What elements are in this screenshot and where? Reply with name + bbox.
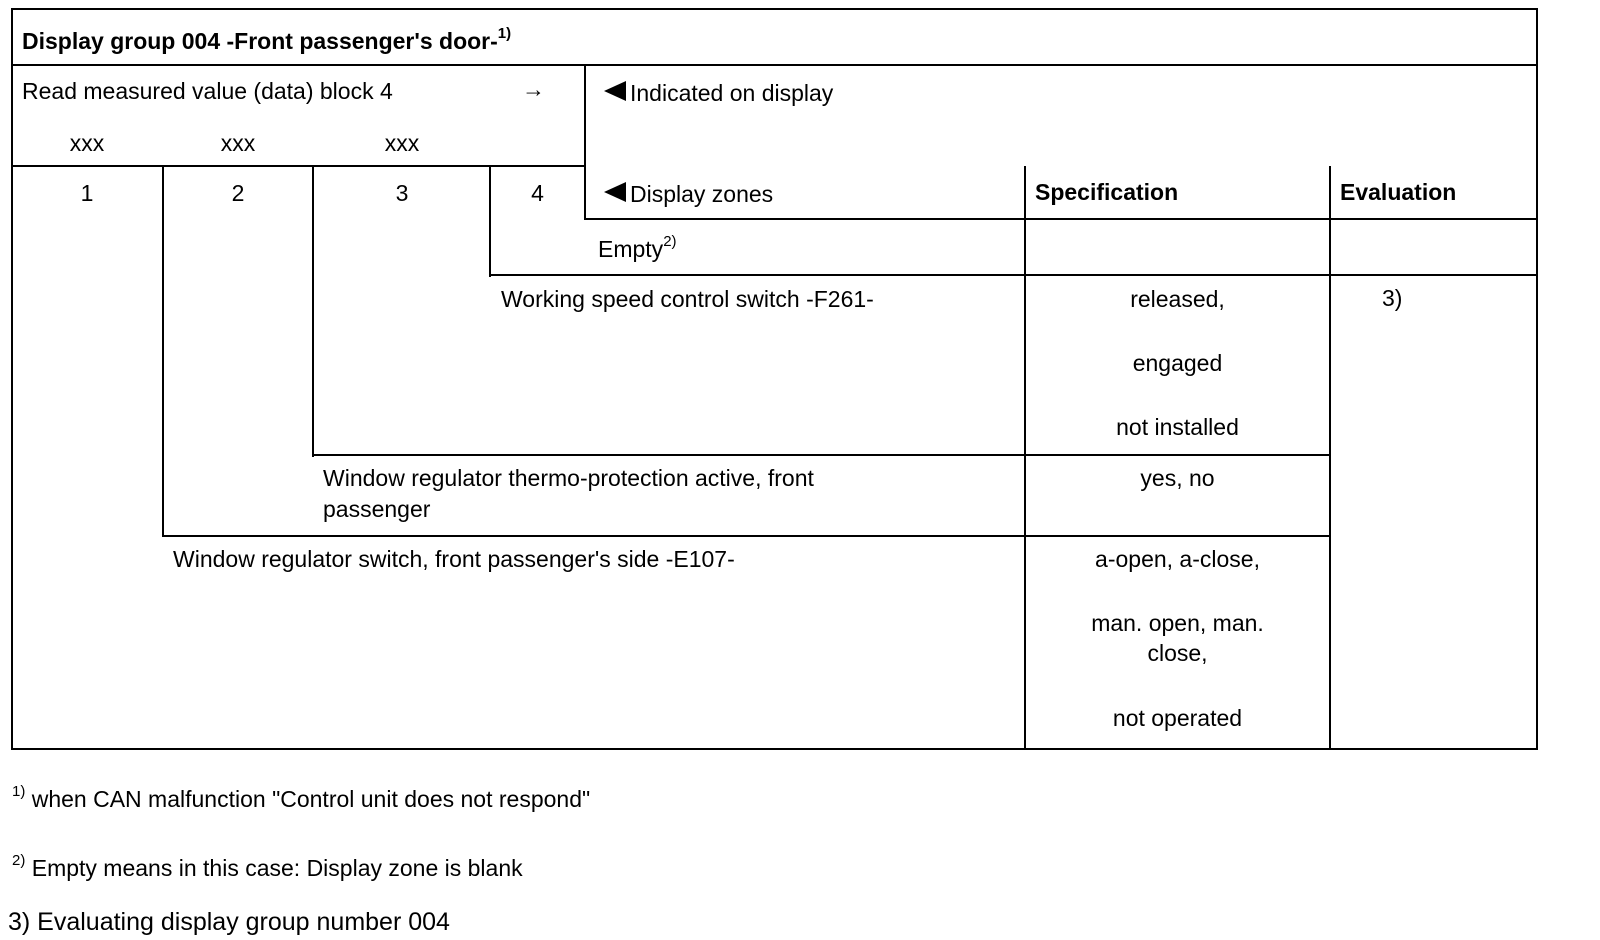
display-zones-text: Display zones: [630, 181, 774, 207]
evaluation-header: Evaluation: [1340, 179, 1457, 205]
footnote-1-text: when CAN malfunction "Control unit does not respond": [31, 786, 591, 812]
footnote-3: 3) Evaluating display group number 004: [8, 908, 450, 936]
row-empty-label: [598, 233, 677, 262]
page-title: [22, 25, 512, 54]
zone-number-1: 1: [80, 180, 94, 206]
read-block-value-2: xxx: [220, 130, 256, 156]
table-border-top: [11, 8, 1538, 10]
row-thermo-label-line-1: Window regulator thermo-protection active, front: [323, 465, 814, 491]
row-e107-label: Window regulator switch, front passenger's side -E107-: [173, 546, 735, 572]
zone-divider-2-3: [312, 165, 314, 457]
read-block-bottom: [11, 165, 585, 167]
row-f261-spec-3: not installed: [1116, 414, 1239, 440]
title-footnote-marker: 1): [497, 25, 512, 42]
read-block-divider: [584, 64, 586, 220]
row-thermo-spec: yes, no: [1140, 465, 1215, 491]
indicated-on-display-label: [604, 80, 833, 106]
row-f261-evaluation: 3): [1382, 285, 1403, 311]
footnote-1-marker: 1): [12, 783, 26, 800]
row-f261-label: Working speed control switch -F261-: [501, 286, 874, 312]
read-block-value-3: xxx: [384, 130, 420, 156]
row-f261-spec-1: released,: [1130, 286, 1225, 312]
read-block-label: Read measured value (data) block 4: [22, 78, 393, 104]
display-zones-underline: [584, 218, 1538, 220]
specification-header: Specification: [1035, 179, 1179, 205]
row-e107-spec-1: a-open, a-close,: [1095, 546, 1260, 572]
left-pointing-triangle-icon: [604, 182, 626, 202]
zone-number-3: 3: [395, 180, 409, 206]
row-thermo-label-line-2: passenger: [323, 496, 431, 522]
footnote-1: [12, 783, 591, 812]
row-empty-bottom: [489, 274, 1538, 276]
evaluation-column-divider: [1329, 166, 1331, 750]
footnote-2-text: Empty means in this case: Display zone is blank: [31, 855, 523, 881]
table-border-left: [11, 8, 13, 750]
footnote-2-marker: 2): [12, 852, 26, 869]
row-e107-spec-4: not operated: [1112, 705, 1243, 731]
footnote-2: [12, 852, 523, 881]
indicated-on-display-text: Indicated on display: [630, 80, 834, 106]
read-block-arrow: →: [522, 76, 545, 102]
zone-number-2: 2: [231, 180, 245, 206]
title-divider: [11, 64, 1538, 66]
row-e107-spec-2: man. open, man.: [1091, 610, 1264, 636]
row-empty-footnote-marker: 2): [663, 233, 677, 250]
row-f261-spec-2: engaged: [1132, 350, 1223, 376]
zone-number-4: 4: [531, 180, 544, 206]
page-title-text: Display group 004 -Front passenger's door-: [22, 28, 498, 54]
row-e107-spec-3: close,: [1147, 640, 1208, 666]
row-thermo-bottom: [162, 535, 1331, 537]
table-border-bottom: [11, 748, 1538, 750]
read-block-value-1: xxx: [69, 130, 105, 156]
row-f261-bottom: [312, 454, 1331, 456]
table-border-right: [1536, 8, 1538, 750]
display-zones-label: [604, 181, 773, 207]
row-empty-text: Empty: [598, 236, 664, 262]
zone-divider-1-2: [162, 165, 164, 537]
left-pointing-triangle-icon: [604, 81, 626, 101]
